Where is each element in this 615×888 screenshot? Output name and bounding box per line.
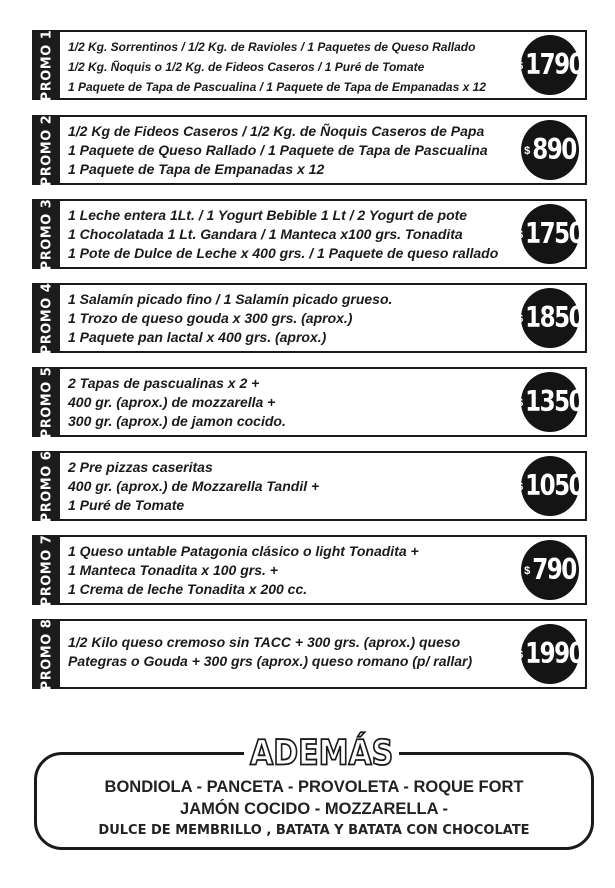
promo-label: PROMO 2 — [39, 114, 55, 186]
promo-description — [68, 633, 513, 671]
price-badge — [516, 456, 584, 516]
ademas-line-2: JAMÓN COCIDO - MOZZARELLA - — [180, 800, 448, 818]
promo-label: PROMO 5 — [39, 366, 55, 438]
promo-line: 400 gr. (aprox.) de Mozzarella Tandil + — [68, 478, 320, 494]
promo-card-6 — [32, 451, 587, 521]
promo-label: PROMO 8 — [39, 618, 55, 690]
currency-symbol: $ — [516, 229, 524, 241]
price-amount: 1350 — [525, 385, 584, 419]
promo-line: 1 Puré de Tomate — [68, 497, 185, 513]
promo-card-2 — [32, 115, 587, 185]
currency-symbol: $ — [516, 397, 524, 409]
promo-line: Pategras o Gouda + 300 grs (aprox.) queso romano (p/ rallar) — [68, 653, 473, 669]
price-amount: 790 — [532, 553, 576, 587]
price-amount: 1790 — [525, 48, 584, 82]
price-amount: 1050 — [525, 469, 584, 503]
price-amount: 1990 — [525, 637, 584, 671]
promo-card-8 — [32, 619, 587, 689]
price-badge — [521, 120, 579, 180]
promo-label: PROMO 4 — [39, 282, 55, 354]
currency-symbol: $ — [524, 145, 531, 157]
promo-tab — [34, 450, 60, 522]
promo-line: 300 gr. (aprox.) de jamon cocido. — [68, 413, 286, 429]
promo-tab — [34, 198, 60, 270]
promo-card-3 — [32, 199, 587, 269]
price-badge — [516, 372, 584, 432]
promo-description — [68, 206, 513, 263]
price-badge — [516, 624, 584, 684]
promo-tab — [34, 282, 60, 354]
promo-tab — [34, 29, 60, 101]
promo-line: 1 Paquete de Tapa de Empanadas x 12 — [68, 161, 325, 177]
promo-line: 1 Pote de Dulce de Leche x 400 grs. / 1 Paquete de queso rallado — [68, 245, 499, 261]
price-badge — [521, 540, 579, 600]
ademas-title: ADEMÁS — [244, 733, 399, 773]
promo-card-1 — [32, 30, 587, 100]
promo-description — [68, 37, 513, 97]
promo-description — [68, 458, 513, 515]
promo-line: 1 Leche entera 1Lt. / 1 Yogurt Bebible 1 Lt / 2 Yogurt de pote — [68, 207, 468, 223]
promo-line: 1 Trozo de queso gouda x 300 grs. (aprox.) — [68, 310, 353, 326]
promo-card-5 — [32, 367, 587, 437]
promo-line: 1/2 Kg de Fideos Caseros / 1/2 Kg. de Ñoquis Caseros de Papa — [68, 123, 485, 139]
promo-tab — [34, 618, 60, 690]
promo-line: 2 Pre pizzas caseritas — [68, 459, 213, 475]
promo-line: 1 Manteca Tonadita x 100 grs. + — [68, 562, 278, 578]
promo-card-4 — [32, 283, 587, 353]
promo-description — [68, 542, 513, 599]
promo-line: 1 Paquete de Tapa de Pascualina / 1 Paquete de Tapa de Empanadas x 12 — [68, 80, 486, 94]
currency-symbol: $ — [516, 481, 524, 493]
promo-line: 2 Tapas de pascualinas x 2 + — [68, 375, 260, 391]
price-amount: 890 — [532, 133, 576, 167]
promo-description — [68, 290, 513, 347]
price-amount: 1850 — [525, 301, 584, 335]
promo-label: PROMO 3 — [39, 198, 55, 270]
promo-line: 1 Paquete de Queso Rallado / 1 Paquete de Tapa de Pascualina — [68, 142, 488, 158]
promo-line: 1 Queso untable Patagonia clásico o light Tonadita + — [68, 543, 419, 559]
promo-line: 1 Chocolatada 1 Lt. Gandara / 1 Manteca x100 grs. Tonadita — [68, 226, 463, 242]
currency-symbol: $ — [524, 565, 531, 577]
promo-line: 400 gr. (aprox.) de mozzarella + — [68, 394, 276, 410]
promo-line: 1 Crema de leche Tonadita x 200 cc. — [68, 581, 308, 597]
promo-tab — [34, 534, 60, 606]
price-badge — [516, 35, 584, 95]
promo-line: 1/2 Kg. Sorrentinos / 1/2 Kg. de Ravioles / 1 Paquetes de Queso Rallado — [68, 40, 476, 54]
promo-description — [68, 374, 513, 431]
promo-line: 1/2 Kg. Ñoquis o 1/2 Kg. de Fideos Caseros / 1 Puré de Tomate — [68, 60, 425, 74]
ademas-line-3: DULCE DE MEMBRILLO , BATATA Y BATATA CON CHOCOLATE — [98, 823, 530, 838]
price-badge — [516, 288, 584, 348]
promo-label: PROMO 1 — [39, 29, 55, 101]
ademas-line-1: BONDIOLA - PANCETA - PROVOLETA - ROQUE FORT — [104, 778, 524, 796]
currency-symbol: $ — [516, 60, 524, 72]
promo-line: 1 Paquete pan lactal x 400 grs. (aprox.) — [68, 329, 327, 345]
promo-card-7 — [32, 535, 587, 605]
promo-label: PROMO 6 — [39, 450, 55, 522]
currency-symbol: $ — [516, 313, 524, 325]
promo-tab — [34, 366, 60, 438]
promo-description — [68, 122, 513, 179]
price-amount: 1750 — [525, 217, 584, 251]
promo-tab — [34, 114, 60, 186]
price-badge — [516, 204, 584, 264]
currency-symbol: $ — [516, 649, 524, 661]
promo-label: PROMO 7 — [39, 534, 55, 606]
promo-line: 1/2 Kilo queso cremoso sin TACC + 300 grs. (aprox.) queso — [68, 634, 461, 650]
promo-line: 1 Salamín picado fino / 1 Salamín picado grueso. — [68, 291, 393, 307]
